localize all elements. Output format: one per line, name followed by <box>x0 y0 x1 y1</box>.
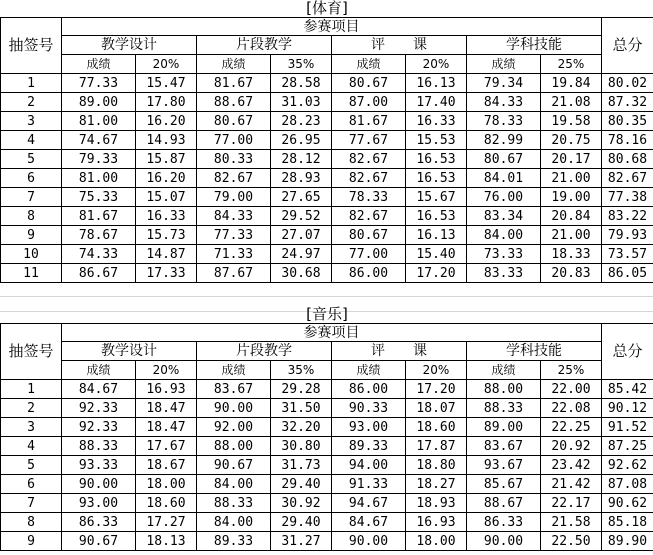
segment-teaching-weighted-cell: 29.40 <box>271 513 332 532</box>
segment-teaching-weighted-cell: 28.23 <box>271 112 332 131</box>
music-score-table <box>0 306 653 551</box>
lesson-review-score-cell: 94.00 <box>332 456 406 475</box>
lesson-review-weighted-cell: 15.53 <box>406 131 467 150</box>
segment-teaching-weighted-cell: 28.58 <box>271 74 332 93</box>
draw-number-cell: 4 <box>1 437 62 456</box>
score-subheader: 成绩 <box>197 361 271 380</box>
weight-subheader: 35% <box>271 55 332 74</box>
segment-teaching-weighted-cell: 31.50 <box>271 399 332 418</box>
lesson-design-score-cell: 93.00 <box>62 494 136 513</box>
lesson-design-score-cell: 74.67 <box>62 131 136 150</box>
lesson-review-score-cell: 84.67 <box>332 513 406 532</box>
segment-teaching-weighted-cell: 29.28 <box>271 380 332 399</box>
score-rows <box>1 74 653 283</box>
total-score-cell: 85.18 <box>602 513 653 532</box>
table-row <box>1 245 653 264</box>
subject-skills-weighted-cell: 20.84 <box>541 207 602 226</box>
segment-teaching-score-cell: 77.33 <box>197 226 271 245</box>
item-header-segment-teaching: 片段教学 <box>197 36 332 55</box>
lesson-design-weighted-cell: 17.80 <box>136 93 197 112</box>
total-score-cell: 89.90 <box>602 532 653 551</box>
table-row <box>1 264 653 283</box>
total-score-cell: 82.67 <box>602 169 653 188</box>
lesson-review-weighted-cell: 16.93 <box>406 513 467 532</box>
subject-skills-weighted-cell: 22.00 <box>541 380 602 399</box>
subject-skills-weighted-cell: 20.17 <box>541 150 602 169</box>
table-row <box>1 437 653 456</box>
lesson-review-score-cell: 91.33 <box>332 475 406 494</box>
total-score-cell: 87.32 <box>602 93 653 112</box>
subject-skills-score-cell: 78.33 <box>467 112 541 131</box>
lesson-design-weighted-cell: 18.60 <box>136 494 197 513</box>
draw-number-cell: 7 <box>1 494 62 513</box>
draw-number-cell: 6 <box>1 475 62 494</box>
table-row <box>1 532 653 551</box>
total-score-header: 总分 <box>602 18 653 74</box>
segment-teaching-score-cell: 88.00 <box>197 437 271 456</box>
lesson-review-score-cell: 89.33 <box>332 437 406 456</box>
lesson-review-weighted-cell: 18.93 <box>406 494 467 513</box>
lesson-review-weighted-cell: 17.20 <box>406 264 467 283</box>
subject-skills-weighted-cell: 22.08 <box>541 399 602 418</box>
lesson-design-score-cell: 88.33 <box>62 437 136 456</box>
segment-teaching-score-cell: 84.00 <box>197 475 271 494</box>
lesson-design-score-cell: 86.67 <box>62 264 136 283</box>
lesson-design-weighted-cell: 14.87 <box>136 245 197 264</box>
draw-number-cell: 1 <box>1 380 62 399</box>
lesson-design-weighted-cell: 16.20 <box>136 169 197 188</box>
table-row <box>1 207 653 226</box>
lesson-design-weighted-cell: 16.93 <box>136 380 197 399</box>
score-subheader: 成绩 <box>467 55 541 74</box>
score-subheader: 成绩 <box>332 361 406 380</box>
draw-number-cell: 1 <box>1 74 62 93</box>
lesson-review-score-cell: 82.67 <box>332 207 406 226</box>
lesson-design-score-cell: 74.33 <box>62 245 136 264</box>
weight-subheader: 25% <box>541 55 602 74</box>
subject-skills-weighted-cell: 19.84 <box>541 74 602 93</box>
lesson-design-weighted-cell: 16.20 <box>136 112 197 131</box>
segment-teaching-weighted-cell: 30.68 <box>271 264 332 283</box>
lesson-review-score-cell: 90.00 <box>332 532 406 551</box>
lesson-review-score-cell: 78.33 <box>332 188 406 207</box>
total-score-cell: 87.08 <box>602 475 653 494</box>
segment-teaching-weighted-cell: 28.93 <box>271 169 332 188</box>
lesson-review-score-cell: 81.67 <box>332 112 406 131</box>
total-score-cell: 78.16 <box>602 131 653 150</box>
item-header-subject-skills: 学科技能 <box>467 36 602 55</box>
table-row <box>1 456 653 475</box>
table-row <box>1 475 653 494</box>
table-row <box>1 188 653 207</box>
lesson-review-weighted-cell: 18.60 <box>406 418 467 437</box>
lesson-review-score-cell: 80.67 <box>332 226 406 245</box>
draw-number-header: 抽签号 <box>1 18 62 74</box>
lesson-design-score-cell: 90.00 <box>62 475 136 494</box>
segment-teaching-weighted-cell: 30.80 <box>271 437 332 456</box>
lesson-review-weighted-cell: 16.53 <box>406 169 467 188</box>
draw-number-cell: 3 <box>1 112 62 131</box>
table-row <box>1 226 653 245</box>
lesson-review-weighted-cell: 16.13 <box>406 226 467 245</box>
total-score-cell: 87.25 <box>602 437 653 456</box>
segment-teaching-score-cell: 84.33 <box>197 207 271 226</box>
segment-teaching-weighted-cell: 31.03 <box>271 93 332 112</box>
lesson-design-weighted-cell: 18.13 <box>136 532 197 551</box>
subject-skills-weighted-cell: 21.42 <box>541 475 602 494</box>
subject-skills-score-cell: 83.67 <box>467 437 541 456</box>
table-row <box>1 131 653 150</box>
draw-number-cell: 6 <box>1 169 62 188</box>
subject-skills-score-cell: 83.34 <box>467 207 541 226</box>
lesson-design-weighted-cell: 15.47 <box>136 74 197 93</box>
segment-teaching-score-cell: 87.67 <box>197 264 271 283</box>
subject-skills-score-cell: 88.00 <box>467 380 541 399</box>
segment-teaching-score-cell: 90.67 <box>197 456 271 475</box>
table-row <box>1 74 653 93</box>
score-subheader: 成绩 <box>62 55 136 74</box>
table-row <box>1 93 653 112</box>
draw-number-header: 抽签号 <box>1 324 62 380</box>
lesson-review-weighted-cell: 16.53 <box>406 150 467 169</box>
lesson-design-weighted-cell: 17.33 <box>136 264 197 283</box>
segment-teaching-score-cell: 77.00 <box>197 131 271 150</box>
weight-subheader: 20% <box>136 55 197 74</box>
lesson-review-score-cell: 86.00 <box>332 380 406 399</box>
total-score-cell: 90.12 <box>602 399 653 418</box>
total-score-cell: 80.68 <box>602 150 653 169</box>
subject-skills-score-cell: 84.33 <box>467 93 541 112</box>
subject-skills-score-cell: 85.67 <box>467 475 541 494</box>
lesson-design-weighted-cell: 16.33 <box>136 207 197 226</box>
subject-skills-score-cell: 86.33 <box>467 513 541 532</box>
subject-skills-weighted-cell: 19.00 <box>541 188 602 207</box>
segment-teaching-score-cell: 80.33 <box>197 150 271 169</box>
draw-number-cell: 4 <box>1 131 62 150</box>
item-header-lesson-design: 教学设计 <box>62 342 197 361</box>
draw-number-cell: 11 <box>1 264 62 283</box>
lesson-review-weighted-cell: 15.67 <box>406 188 467 207</box>
draw-number-cell: 9 <box>1 226 62 245</box>
lesson-design-score-cell: 92.33 <box>62 399 136 418</box>
subject-skills-score-cell: 88.33 <box>467 399 541 418</box>
section-title: [音乐] <box>1 306 653 324</box>
subject-skills-weighted-cell: 18.33 <box>541 245 602 264</box>
total-score-cell: 73.57 <box>602 245 653 264</box>
lesson-design-weighted-cell: 15.87 <box>136 150 197 169</box>
lesson-review-weighted-cell: 16.33 <box>406 112 467 131</box>
table-body <box>1 0 653 74</box>
segment-teaching-score-cell: 88.33 <box>197 494 271 513</box>
segment-teaching-weighted-cell: 29.40 <box>271 475 332 494</box>
segment-teaching-score-cell: 84.00 <box>197 513 271 532</box>
draw-number-cell: 9 <box>1 532 62 551</box>
segment-teaching-score-cell: 90.00 <box>197 399 271 418</box>
table-row <box>1 169 653 188</box>
total-score-cell: 79.93 <box>602 226 653 245</box>
subject-skills-score-cell: 93.67 <box>467 456 541 475</box>
lesson-design-score-cell: 81.00 <box>62 112 136 131</box>
lesson-design-score-cell: 86.33 <box>62 513 136 532</box>
events-group-header: 参赛项目 <box>62 324 602 342</box>
subject-skills-score-cell: 83.33 <box>467 264 541 283</box>
subject-skills-weighted-cell: 20.83 <box>541 264 602 283</box>
draw-number-cell: 5 <box>1 150 62 169</box>
weight-subheader: 35% <box>271 361 332 380</box>
lesson-review-weighted-cell: 16.53 <box>406 207 467 226</box>
item-header-subject-skills: 学科技能 <box>467 342 602 361</box>
subject-skills-weighted-cell: 22.25 <box>541 418 602 437</box>
subject-skills-score-cell: 84.01 <box>467 169 541 188</box>
subject-skills-weighted-cell: 21.00 <box>541 226 602 245</box>
events-group-header: 参赛项目 <box>62 18 602 36</box>
segment-teaching-weighted-cell: 27.07 <box>271 226 332 245</box>
segment-teaching-weighted-cell: 32.20 <box>271 418 332 437</box>
lesson-review-weighted-cell: 18.07 <box>406 399 467 418</box>
lesson-review-score-cell: 87.00 <box>332 93 406 112</box>
score-subheader: 成绩 <box>62 361 136 380</box>
segment-teaching-weighted-cell: 27.65 <box>271 188 332 207</box>
lesson-design-score-cell: 75.33 <box>62 188 136 207</box>
lesson-review-score-cell: 77.00 <box>332 245 406 264</box>
total-score-cell: 85.42 <box>602 380 653 399</box>
table-row <box>1 418 653 437</box>
draw-number-cell: 2 <box>1 399 62 418</box>
lesson-design-score-cell: 81.00 <box>62 169 136 188</box>
lesson-design-score-cell: 84.67 <box>62 380 136 399</box>
weight-subheader: 25% <box>541 361 602 380</box>
lesson-review-weighted-cell: 18.27 <box>406 475 467 494</box>
lesson-review-weighted-cell: 18.00 <box>406 532 467 551</box>
lesson-design-weighted-cell: 17.67 <box>136 437 197 456</box>
total-score-cell: 80.02 <box>602 74 653 93</box>
draw-number-cell: 10 <box>1 245 62 264</box>
lesson-design-weighted-cell: 15.07 <box>136 188 197 207</box>
subject-skills-weighted-cell: 21.08 <box>541 93 602 112</box>
item-header-lesson-design: 教学设计 <box>62 36 197 55</box>
draw-number-cell: 8 <box>1 513 62 532</box>
item-header-segment-teaching: 片段教学 <box>197 342 332 361</box>
total-score-cell: 86.05 <box>602 264 653 283</box>
score-subheader: 成绩 <box>467 361 541 380</box>
draw-number-cell: 7 <box>1 188 62 207</box>
lesson-review-weighted-cell: 17.20 <box>406 380 467 399</box>
total-score-cell: 77.38 <box>602 188 653 207</box>
total-score-cell: 80.35 <box>602 112 653 131</box>
subject-skills-weighted-cell: 22.50 <box>541 532 602 551</box>
segment-teaching-weighted-cell: 31.73 <box>271 456 332 475</box>
table-row <box>1 494 653 513</box>
table-body <box>1 306 653 380</box>
lesson-review-score-cell: 93.00 <box>332 418 406 437</box>
subject-skills-score-cell: 73.33 <box>467 245 541 264</box>
subject-skills-weighted-cell: 20.75 <box>541 131 602 150</box>
lesson-design-score-cell: 89.00 <box>62 93 136 112</box>
weight-subheader: 20% <box>406 361 467 380</box>
total-score-header: 总分 <box>602 324 653 380</box>
subject-skills-score-cell: 89.00 <box>467 418 541 437</box>
lesson-review-weighted-cell: 18.80 <box>406 456 467 475</box>
total-score-cell: 91.52 <box>602 418 653 437</box>
segment-teaching-score-cell: 81.67 <box>197 74 271 93</box>
lesson-design-weighted-cell: 15.73 <box>136 226 197 245</box>
lesson-design-score-cell: 77.33 <box>62 74 136 93</box>
segment-teaching-score-cell: 88.67 <box>197 93 271 112</box>
draw-number-cell: 8 <box>1 207 62 226</box>
lesson-review-score-cell: 90.33 <box>332 399 406 418</box>
subject-skills-weighted-cell: 21.58 <box>541 513 602 532</box>
score-rows <box>1 380 653 551</box>
subject-skills-weighted-cell: 22.17 <box>541 494 602 513</box>
subject-skills-score-cell: 88.67 <box>467 494 541 513</box>
lesson-review-score-cell: 82.67 <box>332 150 406 169</box>
lesson-design-weighted-cell: 17.27 <box>136 513 197 532</box>
segment-teaching-weighted-cell: 26.95 <box>271 131 332 150</box>
segment-teaching-weighted-cell: 24.97 <box>271 245 332 264</box>
total-score-cell: 92.62 <box>602 456 653 475</box>
lesson-review-score-cell: 94.67 <box>332 494 406 513</box>
lesson-review-weighted-cell: 17.40 <box>406 93 467 112</box>
segment-teaching-score-cell: 82.67 <box>197 169 271 188</box>
segment-teaching-score-cell: 89.33 <box>197 532 271 551</box>
segment-teaching-score-cell: 79.00 <box>197 188 271 207</box>
total-score-cell: 83.22 <box>602 207 653 226</box>
segment-teaching-score-cell: 71.33 <box>197 245 271 264</box>
lesson-design-score-cell: 93.33 <box>62 456 136 475</box>
lesson-review-weighted-cell: 17.87 <box>406 437 467 456</box>
item-header-lesson-review: 评 课 <box>332 36 467 55</box>
lesson-design-score-cell: 81.67 <box>62 207 136 226</box>
subject-skills-weighted-cell: 20.92 <box>541 437 602 456</box>
subject-skills-score-cell: 76.00 <box>467 188 541 207</box>
lesson-design-weighted-cell: 14.93 <box>136 131 197 150</box>
segment-teaching-weighted-cell: 30.92 <box>271 494 332 513</box>
lesson-design-weighted-cell: 18.47 <box>136 399 197 418</box>
lesson-design-score-cell: 90.67 <box>62 532 136 551</box>
lesson-review-score-cell: 82.67 <box>332 169 406 188</box>
segment-teaching-weighted-cell: 31.27 <box>271 532 332 551</box>
weight-subheader: 20% <box>406 55 467 74</box>
lesson-design-weighted-cell: 18.47 <box>136 418 197 437</box>
segment-teaching-score-cell: 92.00 <box>197 418 271 437</box>
weight-subheader: 20% <box>136 361 197 380</box>
subject-skills-score-cell: 90.00 <box>467 532 541 551</box>
lesson-review-score-cell: 80.67 <box>332 74 406 93</box>
table-row <box>1 380 653 399</box>
table-row <box>1 112 653 131</box>
draw-number-cell: 2 <box>1 93 62 112</box>
segment-teaching-weighted-cell: 29.52 <box>271 207 332 226</box>
subject-skills-score-cell: 84.00 <box>467 226 541 245</box>
lesson-review-weighted-cell: 16.13 <box>406 74 467 93</box>
subject-skills-score-cell: 82.99 <box>467 131 541 150</box>
subject-skills-score-cell: 79.34 <box>467 74 541 93</box>
lesson-design-score-cell: 79.33 <box>62 150 136 169</box>
score-subheader: 成绩 <box>197 55 271 74</box>
segment-teaching-score-cell: 80.67 <box>197 112 271 131</box>
lesson-design-score-cell: 78.67 <box>62 226 136 245</box>
lesson-review-score-cell: 77.67 <box>332 131 406 150</box>
draw-number-cell: 3 <box>1 418 62 437</box>
table-row <box>1 513 653 532</box>
lesson-design-weighted-cell: 18.00 <box>136 475 197 494</box>
subject-skills-weighted-cell: 19.58 <box>541 112 602 131</box>
lesson-design-weighted-cell: 18.67 <box>136 456 197 475</box>
section-title: [体育] <box>1 0 653 18</box>
item-header-lesson-review: 评 课 <box>332 342 467 361</box>
lesson-review-weighted-cell: 15.40 <box>406 245 467 264</box>
lesson-review-score-cell: 86.00 <box>332 264 406 283</box>
score-subheader: 成绩 <box>332 55 406 74</box>
total-score-cell: 90.62 <box>602 494 653 513</box>
segment-teaching-score-cell: 83.67 <box>197 380 271 399</box>
subject-skills-weighted-cell: 23.42 <box>541 456 602 475</box>
segment-teaching-weighted-cell: 28.12 <box>271 150 332 169</box>
table-row <box>1 150 653 169</box>
subject-skills-weighted-cell: 21.00 <box>541 169 602 188</box>
table-row <box>1 399 653 418</box>
lesson-design-score-cell: 92.33 <box>62 418 136 437</box>
subject-skills-score-cell: 80.67 <box>467 150 541 169</box>
draw-number-cell: 5 <box>1 456 62 475</box>
